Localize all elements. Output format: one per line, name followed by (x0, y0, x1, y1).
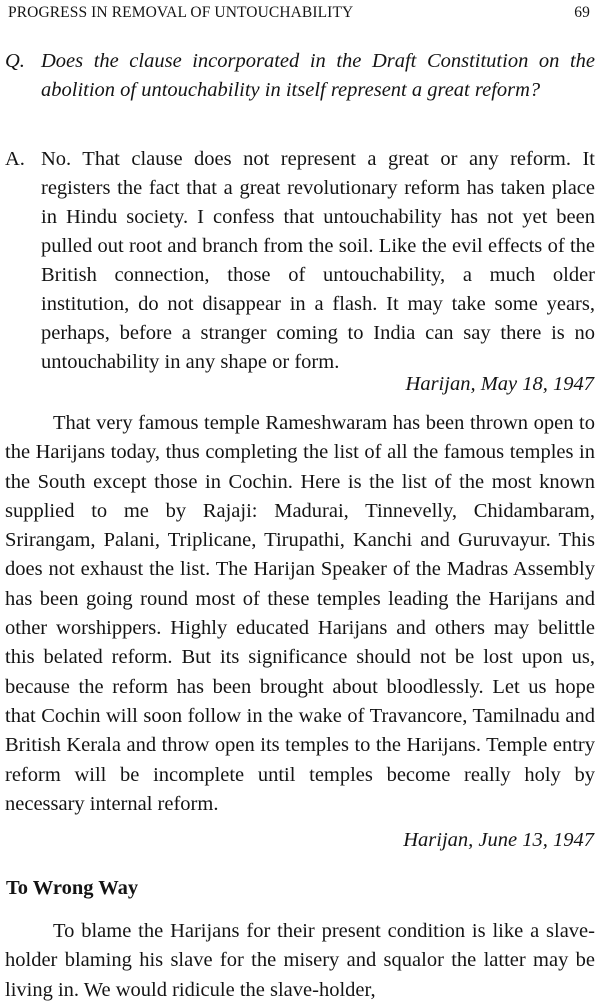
question-marker: Q. (5, 50, 25, 72)
answer-text: No. That clause does not represent a great or any reform. It registers the fact that a great revolutionary reform has taken place in Hindu society. I confess that untouchability has not yet been pulled out root and branch from the soil. Like the evil effects of the British connection, those of untouchability, a much older institution, do not disappear in a flash. It may take some years, perhaps, before a stranger coming to India can say there is no untouchability in any shape or form. (41, 148, 595, 373)
running-title: PROGRESS IN REMOVAL OF UNTOUCHABILITY (8, 4, 354, 21)
body-paragraph-1: That very famous temple Rameshwaram has been thrown open to the Harijans today, thus completing the list of all the famous temples in the South except those in Cochin. Here is the list of the most known supplied to me by Rajaji: Madurai, Tinnevelly, Chidambaram, Srirangam, Palani, Triplicane, Tirupathi, Kanchi and Guruvayur. This does not exhaust the list. The Harijan Speaker of the Madras Assembly has been going round most of these temples leading the Harijans and other worshippers. Highly educated Harijans and others may belittle this belated reform. But its significance should not be lost upon us, because the reform has been brought about bloodlessly. Let us hope that Cochin will soon follow in the wake of Travancore, Tamilnadu and British Kerala and throw open its temples to the Harijans. Temple entry reform will be incomplete until temples become really holy by necessary internal reform. (5, 412, 595, 815)
answer-marker: A. (5, 148, 25, 170)
running-header (8, 4, 590, 26)
source-citation-1: Harijan, May 18, 1947 (405, 373, 594, 395)
source-citation-2: Harijan, June 13, 1947 (403, 829, 594, 851)
section-heading: To Wrong Way (6, 877, 139, 899)
question-text: Does the clause incorporated in the Draft Constitution on the abolition of untouchability in itself represent a great reform? (41, 50, 595, 101)
answer-block (5, 145, 595, 377)
page-number: 69 (574, 4, 590, 21)
question-block (5, 47, 595, 105)
body-paragraph-2: To blame the Harijans for their present condition is like a slave-holder blaming his slave for the misery and squalor the latter may be living in. We would ridicule the slave-holder, (5, 920, 595, 1001)
